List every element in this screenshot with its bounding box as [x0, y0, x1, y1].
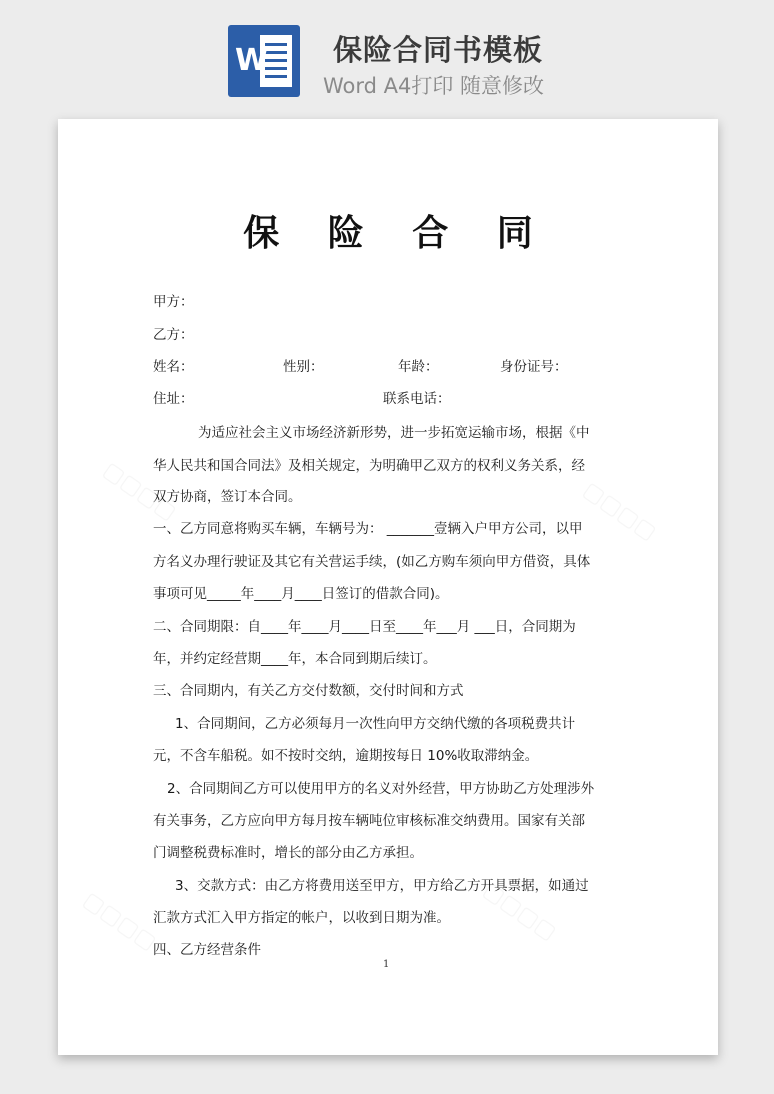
paragraph-line: 元，不含车船税。如不按时交纳，逾期按每日 10%收取滞纳金。 — [153, 748, 539, 764]
paragraph-line: 年，并约定经营期____年，本合同到期后续订。 — [153, 651, 437, 667]
header-banner — [0, 0, 774, 118]
paragraph-line: 汇款方式汇入甲方指定的帐户，以收到日期为准。 — [153, 910, 450, 926]
header-subtitle: Word A4打印 随意修改 — [323, 74, 545, 98]
word-icon — [228, 25, 300, 97]
header-title: 保险合同书模板 — [333, 33, 544, 67]
paragraph-line: 2、合同期间乙方可以使用甲方的名义对外经营，甲方协助乙方处理涉外 — [167, 781, 595, 797]
paragraph-line: 一、乙方同意将购买车辆，车辆号为： _______壹辆入户甲方公司，以甲 — [153, 521, 583, 537]
paragraph-line: 事项可见_____年____月____日签订的借款合同)。 — [153, 586, 449, 602]
section-heading: 四、乙方经营条件 — [153, 942, 261, 958]
section-heading: 三、合同期内，有关乙方交付数额，交付时间和方式 — [153, 683, 464, 699]
id-number-field-label: 身份证号： — [500, 359, 568, 375]
party-a-label: 甲方： — [153, 294, 194, 310]
name-field-label: 姓名： — [153, 359, 194, 375]
phone-field-label: 联系电话： — [383, 391, 451, 407]
document-page — [58, 119, 718, 1055]
document-title: 保 险 合 同 — [243, 212, 551, 254]
paragraph-line: 为适应社会主义市场经济新形势，进一步拓宽运输市场，根据《中 — [198, 425, 590, 441]
word-icon-letter: W — [235, 43, 269, 78]
paragraph-line: 门调整税费标准时，增长的部分由乙方承担。 — [153, 845, 423, 861]
watermark: ▢▢▢▢ — [578, 477, 661, 546]
watermark: ▢▢▢▢ — [478, 877, 561, 946]
paragraph-line: 有关事务，乙方应向甲方每月按车辆吨位审核标准交纳费用。国家有关部 — [153, 813, 585, 829]
party-b-label: 乙方： — [153, 327, 194, 343]
paragraph-line: 双方协商，签订本合同。 — [153, 489, 302, 505]
paragraph-line: 1、合同期间，乙方必须每月一次性向甲方交纳代缴的各项税费共计 — [175, 716, 576, 732]
page-number: 1 — [383, 959, 390, 970]
address-field-label: 住址： — [153, 391, 194, 407]
paragraph-line: 二、合同期限：自____年____月____日至____年___月 ___日，合同期为 — [153, 619, 576, 635]
watermark: ▢▢▢▢ — [98, 457, 181, 526]
paragraph-line: 华人民共和国合同法》及相关规定，为明确甲乙双方的权利义务关系，经 — [153, 458, 585, 474]
paragraph-line: 方名义办理行驶证及其它有关营运手续，(如乙方购车须向甲方借资，具体 — [153, 554, 591, 570]
age-field-label: 年龄： — [398, 359, 439, 375]
watermark: ▢▢▢▢ — [78, 887, 161, 956]
paragraph-line: 3、交款方式：由乙方将费用送至甲方，甲方给乙方开具票据，如通过 — [175, 878, 589, 894]
gender-field-label: 性别： — [283, 359, 324, 375]
